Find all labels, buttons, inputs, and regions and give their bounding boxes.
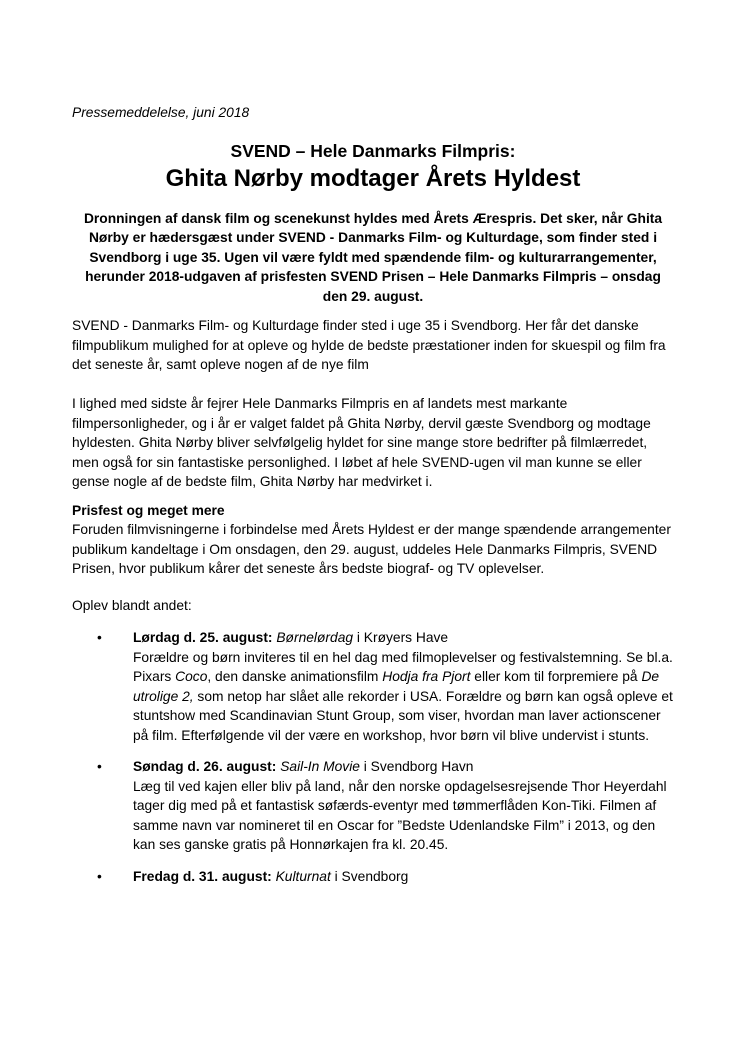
event-header: Lørdag d. 25. august: Børnelørdag i Krøyers Have <box>133 630 449 645</box>
dateline: Pressemeddelelse, juni 2018 <box>72 105 250 120</box>
body-paragraph-2: I lighed med sidste år fejrer Hele Danmarks Filmpris en af landets mest markante filmpersonligheder, og i år er valget faldet på Ghita Nørby, dervil gæste Svendborg og modtage hyldesten. Ghita Nørby bliver selvfølgelig hyldet for sine mange store bedrifter på filmlærredet, men også for sin fantastiske personlighed. I løbet af hele SVEND-ugen vil man kunne se eller gense nogle af de bedste film, Ghita Nørby har medvirket i. <box>72 396 651 489</box>
event-header: Søndag d. 26. august: Sail-In Movie i Svendborg Havn <box>133 759 474 774</box>
event-item-sunday <box>72 757 674 855</box>
list-intro: Oplev blandt andet: <box>72 597 192 613</box>
bullet-icon: • <box>97 759 102 774</box>
bullet-icon: • <box>97 868 102 884</box>
event-description: Forældre og børn inviteres til en hel dag med filmoplevelser og festivalstemning. Se bl.a. Pixars Coco, den danske animationsfilm Hodja fra Pjort eller kom til forpremiere på De utrolige 2, som netop har slået alle rekorder i USA. Forældre og børn kan også opleve et stuntshow med Scandinavian Stunt Group, som viser, hvordan man laver actionscener på film. Efterfølgende vil der være en workshop, hvor børn vil blive undervist i stunts. <box>133 649 673 743</box>
lead-paragraph: Dronningen af dansk film og scenekunst hyldes med Årets Ærespris. Det sker, når Ghita Nørby er hædersgæst under SVEND - Danmarks Film- og Kulturdage, som finder sted i Svendborg i uge 35. Ugen vil være fyldt med spændende film- og kulturarrangementer, herunder 2018-udgaven af prisfesten SVEND Prisen – Hele Danmarks Filmpris – onsdag den 29. august. <box>83 210 663 304</box>
body-paragraph-1: SVEND - Danmarks Film- og Kulturdage finder sted i uge 35 i Svendborg. Her får det danske filmpublikum mulighed for at opleve og hylde de bedste præstationer inden for skuespil og film fra det seneste år, samt opleve nogen af de nye film <box>72 318 666 372</box>
event-list <box>72 628 674 886</box>
headline: Ghita Nørby modtager Årets Hyldest <box>165 164 581 192</box>
kicker-title: SVEND – Hele Danmarks Filmpris: <box>230 140 516 161</box>
event-description: Læg til ved kajen eller bliv på land, når den norske opdagelsesrejsende Thor Heyerdahl tager dig med på et fantastisk søfærds-eventyr med tømmerflåden Kon-Tiki. Filmen af samme navn var nomineret til en Oscar for ”Bedste Udenlandske Film” i 2013, og den kan ses ganske gratis på Honnørkajen fra kl. 20.45. <box>133 778 667 852</box>
event-item-saturday <box>72 628 674 745</box>
bullet-icon: • <box>97 630 102 645</box>
section-heading: Prisfest og meget mere <box>72 502 225 518</box>
section-paragraph: Foruden filmvisningerne i forbindelse med Årets Hyldest er der mange spændende arrangementer publikum kandeltage i Om onsdagen, den 29. august, uddeles Hele Danmarks Filmpris, SVEND Prisen, hvor publikum kårer det seneste års bedste biograf- og TV oplevelser. <box>72 522 671 576</box>
event-item-friday <box>72 867 674 887</box>
event-header: Fredag d. 31. august: Kulturnat i Svendborg <box>133 868 409 884</box>
